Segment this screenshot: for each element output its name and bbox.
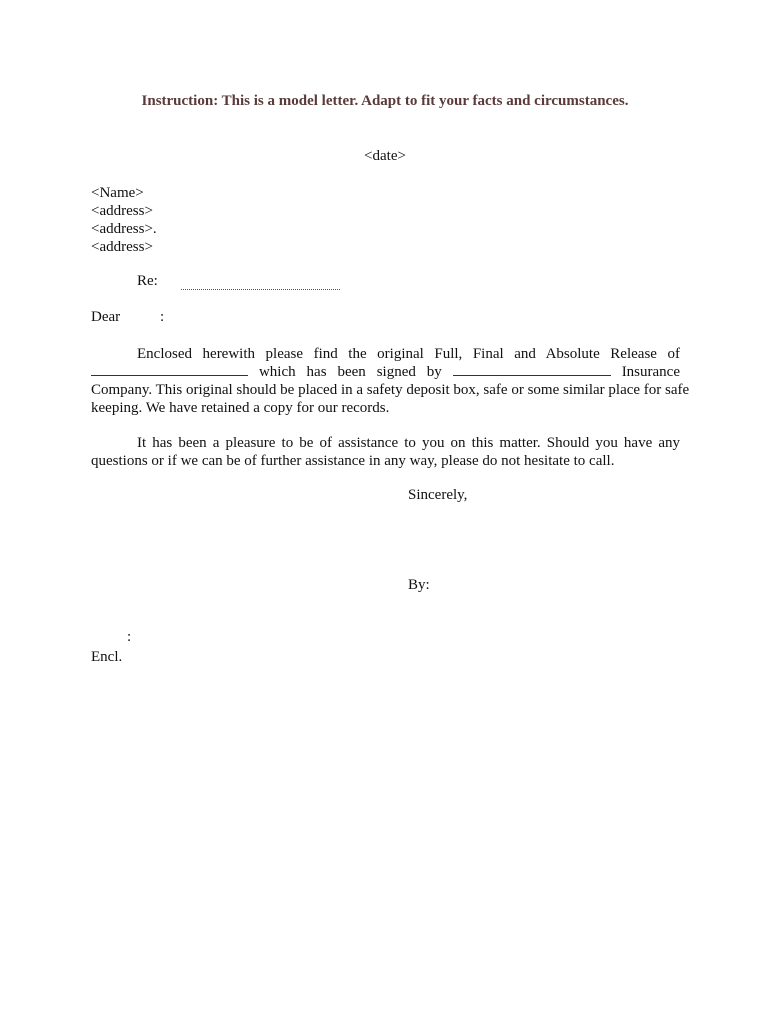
salutation-colon: : bbox=[160, 309, 165, 325]
re-blank-line bbox=[181, 289, 340, 290]
enclosure-note: Encl. bbox=[91, 649, 123, 665]
letter-date: <date> bbox=[364, 148, 406, 164]
paragraph-1-line-2 bbox=[91, 363, 680, 381]
paragraph-1-line-2-mid: which has been signed by bbox=[258, 364, 442, 380]
body-paragraph-1 bbox=[91, 345, 690, 417]
paragraph-2-line-2: questions or if we can be of further assistance in any way, please do not hesitate to call. bbox=[91, 453, 615, 469]
paragraph-1-line-2-end: Insurance bbox=[621, 364, 680, 380]
insurer-blank-line bbox=[453, 363, 611, 376]
instruction-heading: Instruction: This is a model letter. Adapt to fit your facts and circumstances. bbox=[141, 93, 629, 109]
re-label: Re: bbox=[137, 273, 158, 289]
by-label: By: bbox=[408, 577, 430, 593]
paragraph-2-line-1: It has been a pleasure to be of assistance to you on this matter. Should you have any bbox=[137, 435, 680, 451]
body-paragraph-2 bbox=[91, 434, 680, 470]
paragraph-1-line-3: Company. This original should be placed in a safety deposit box, safe or some similar place for safe bbox=[91, 382, 690, 398]
cc-colon: : bbox=[127, 629, 132, 645]
paragraph-1-line-1: Enclosed herewith please find the original Full, Final and Absolute Release of bbox=[137, 346, 680, 362]
recipient-name: <Name> bbox=[91, 185, 144, 201]
releasor-blank-line bbox=[91, 363, 248, 376]
salutation: Dear bbox=[91, 309, 121, 325]
paragraph-1-line-4: keeping. We have retained a copy for our records. bbox=[91, 400, 390, 416]
recipient-address-1: <address> bbox=[91, 203, 153, 219]
closing: Sincerely, bbox=[408, 487, 468, 503]
recipient-address-3: <address> bbox=[91, 239, 153, 255]
recipient-address-2: <address>. bbox=[91, 221, 157, 237]
